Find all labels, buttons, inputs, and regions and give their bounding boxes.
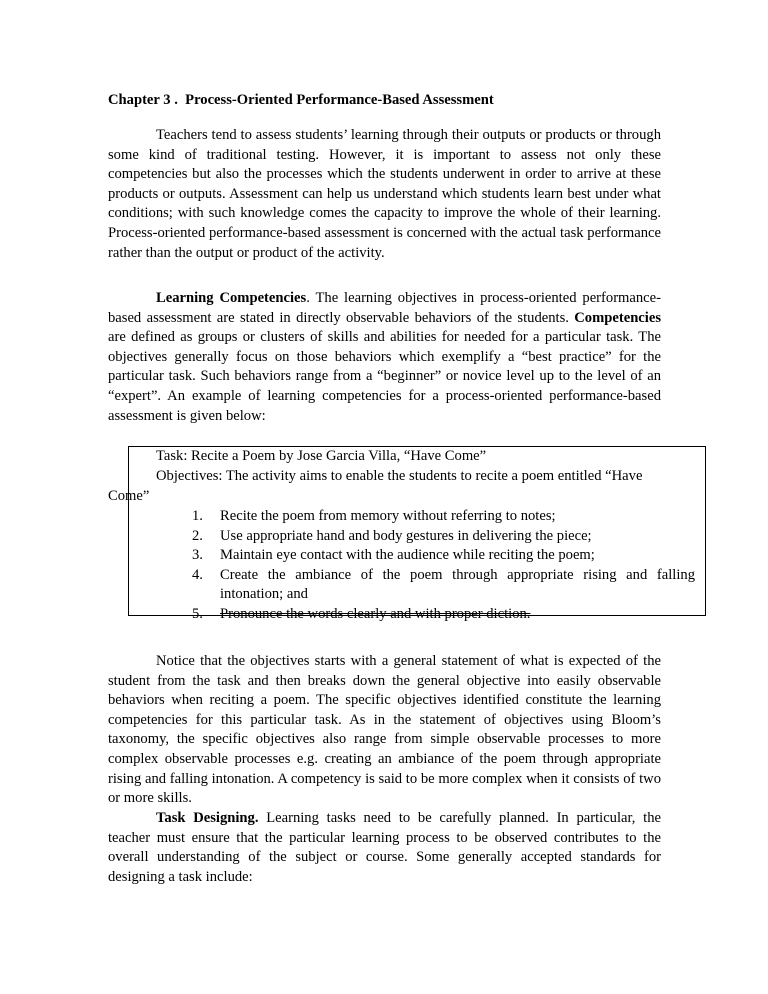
learning-competencies-lead: Learning Competencies [156,290,307,306]
objective-number: 3. [192,547,203,564]
task-designing-paragraph [108,809,661,887]
objective-item [192,507,695,527]
competencies-term: Competencies [574,309,661,326]
objective-item [192,546,695,566]
objective-number: 1. [192,508,203,524]
task-designing-lead: Task Designing. [156,810,259,826]
objective-text: Use appropriate hand and body gestures in delivering the piece; [220,527,592,544]
learning-competencies-paragraph [108,289,661,426]
intro-paragraph: Teachers tend to assess students’ learning through their outputs or products or through some kind of traditional testing. However, it is important to assess not only these competencies but also the processes which the students underwent in order to arrive at these products or outputs. Assessment can help us understand which students learn best under what conditions; with such knowledge comes the capacity to improve the whole of their learning. Process-oriented performance-based assessment is concerned with the actual task performance rather than the output or product of the activity. [108,127,661,261]
chapter-heading: Chapter 3 . Process-Oriented Performance-Based Assessment [108,92,494,108]
objective-text: Recite the poem from memory without referring to notes; [220,508,556,524]
objective-text: Maintain eye contact with the audience while reciting the poem; [220,547,595,564]
objectives-list [192,507,695,625]
objective-item [192,566,695,605]
objective-item [192,527,695,547]
objective-number: 5. [192,605,203,622]
objective-number: 2. [192,527,203,544]
objective-text: Create the ambiance of the poem through appropriate rising and falling intonation; and [220,566,695,603]
notice-paragraph: Notice that the objectives starts with a general statement of what is expected of the student from the task and then breaks down the general objective into easily observable behaviors when reciting a poem. The specific objectives identified constitute the learning competencies for this particular task. As in the statement of objectives using Bloom’s taxonomy, the specific objectives also range from simple observable processes to more complex observable processes e.g. creating an ambiance of the poem through appropriate rising and falling intonation. A competency is said to be more complex when it consists of two or more skills. [108,653,661,807]
example-objectives-intro-wrap: Come” [108,488,150,504]
task-designing-text: Learning tasks need to be carefully planned. In particular, the teacher must ensure that the particular learning process to be observed contributes to the overall understanding of the subject or course. Some generally accepted standards for designing a task include: [108,810,661,885]
example-task: Task: Recite a Poem by Jose Garcia Villa, “Have Come” [156,448,487,464]
objective-item [192,605,695,625]
learning-competencies-text-b: are defined as groups or clusters of skills and abilities for needed for a particular task. The objectives generally focus on those behaviors which exemplify a “best practice” for the particular task. Such behaviors range from a “beginner” or novice level up to the level of an “expert”. An example of learning competencies for a process-oriented performance-based assessment is given below: [108,329,661,424]
objective-text: Pronounce the words clearly and with proper diction. [220,605,531,622]
learning-competencies-text-a: . The learning objectives in process-oriented performance-based assessment are stated in directly observable behaviors of the students. [108,290,661,326]
objective-number: 4. [192,566,203,583]
example-objectives-intro: Objectives: The activity aims to enable the students to recite a poem entitled “Have [156,468,643,484]
